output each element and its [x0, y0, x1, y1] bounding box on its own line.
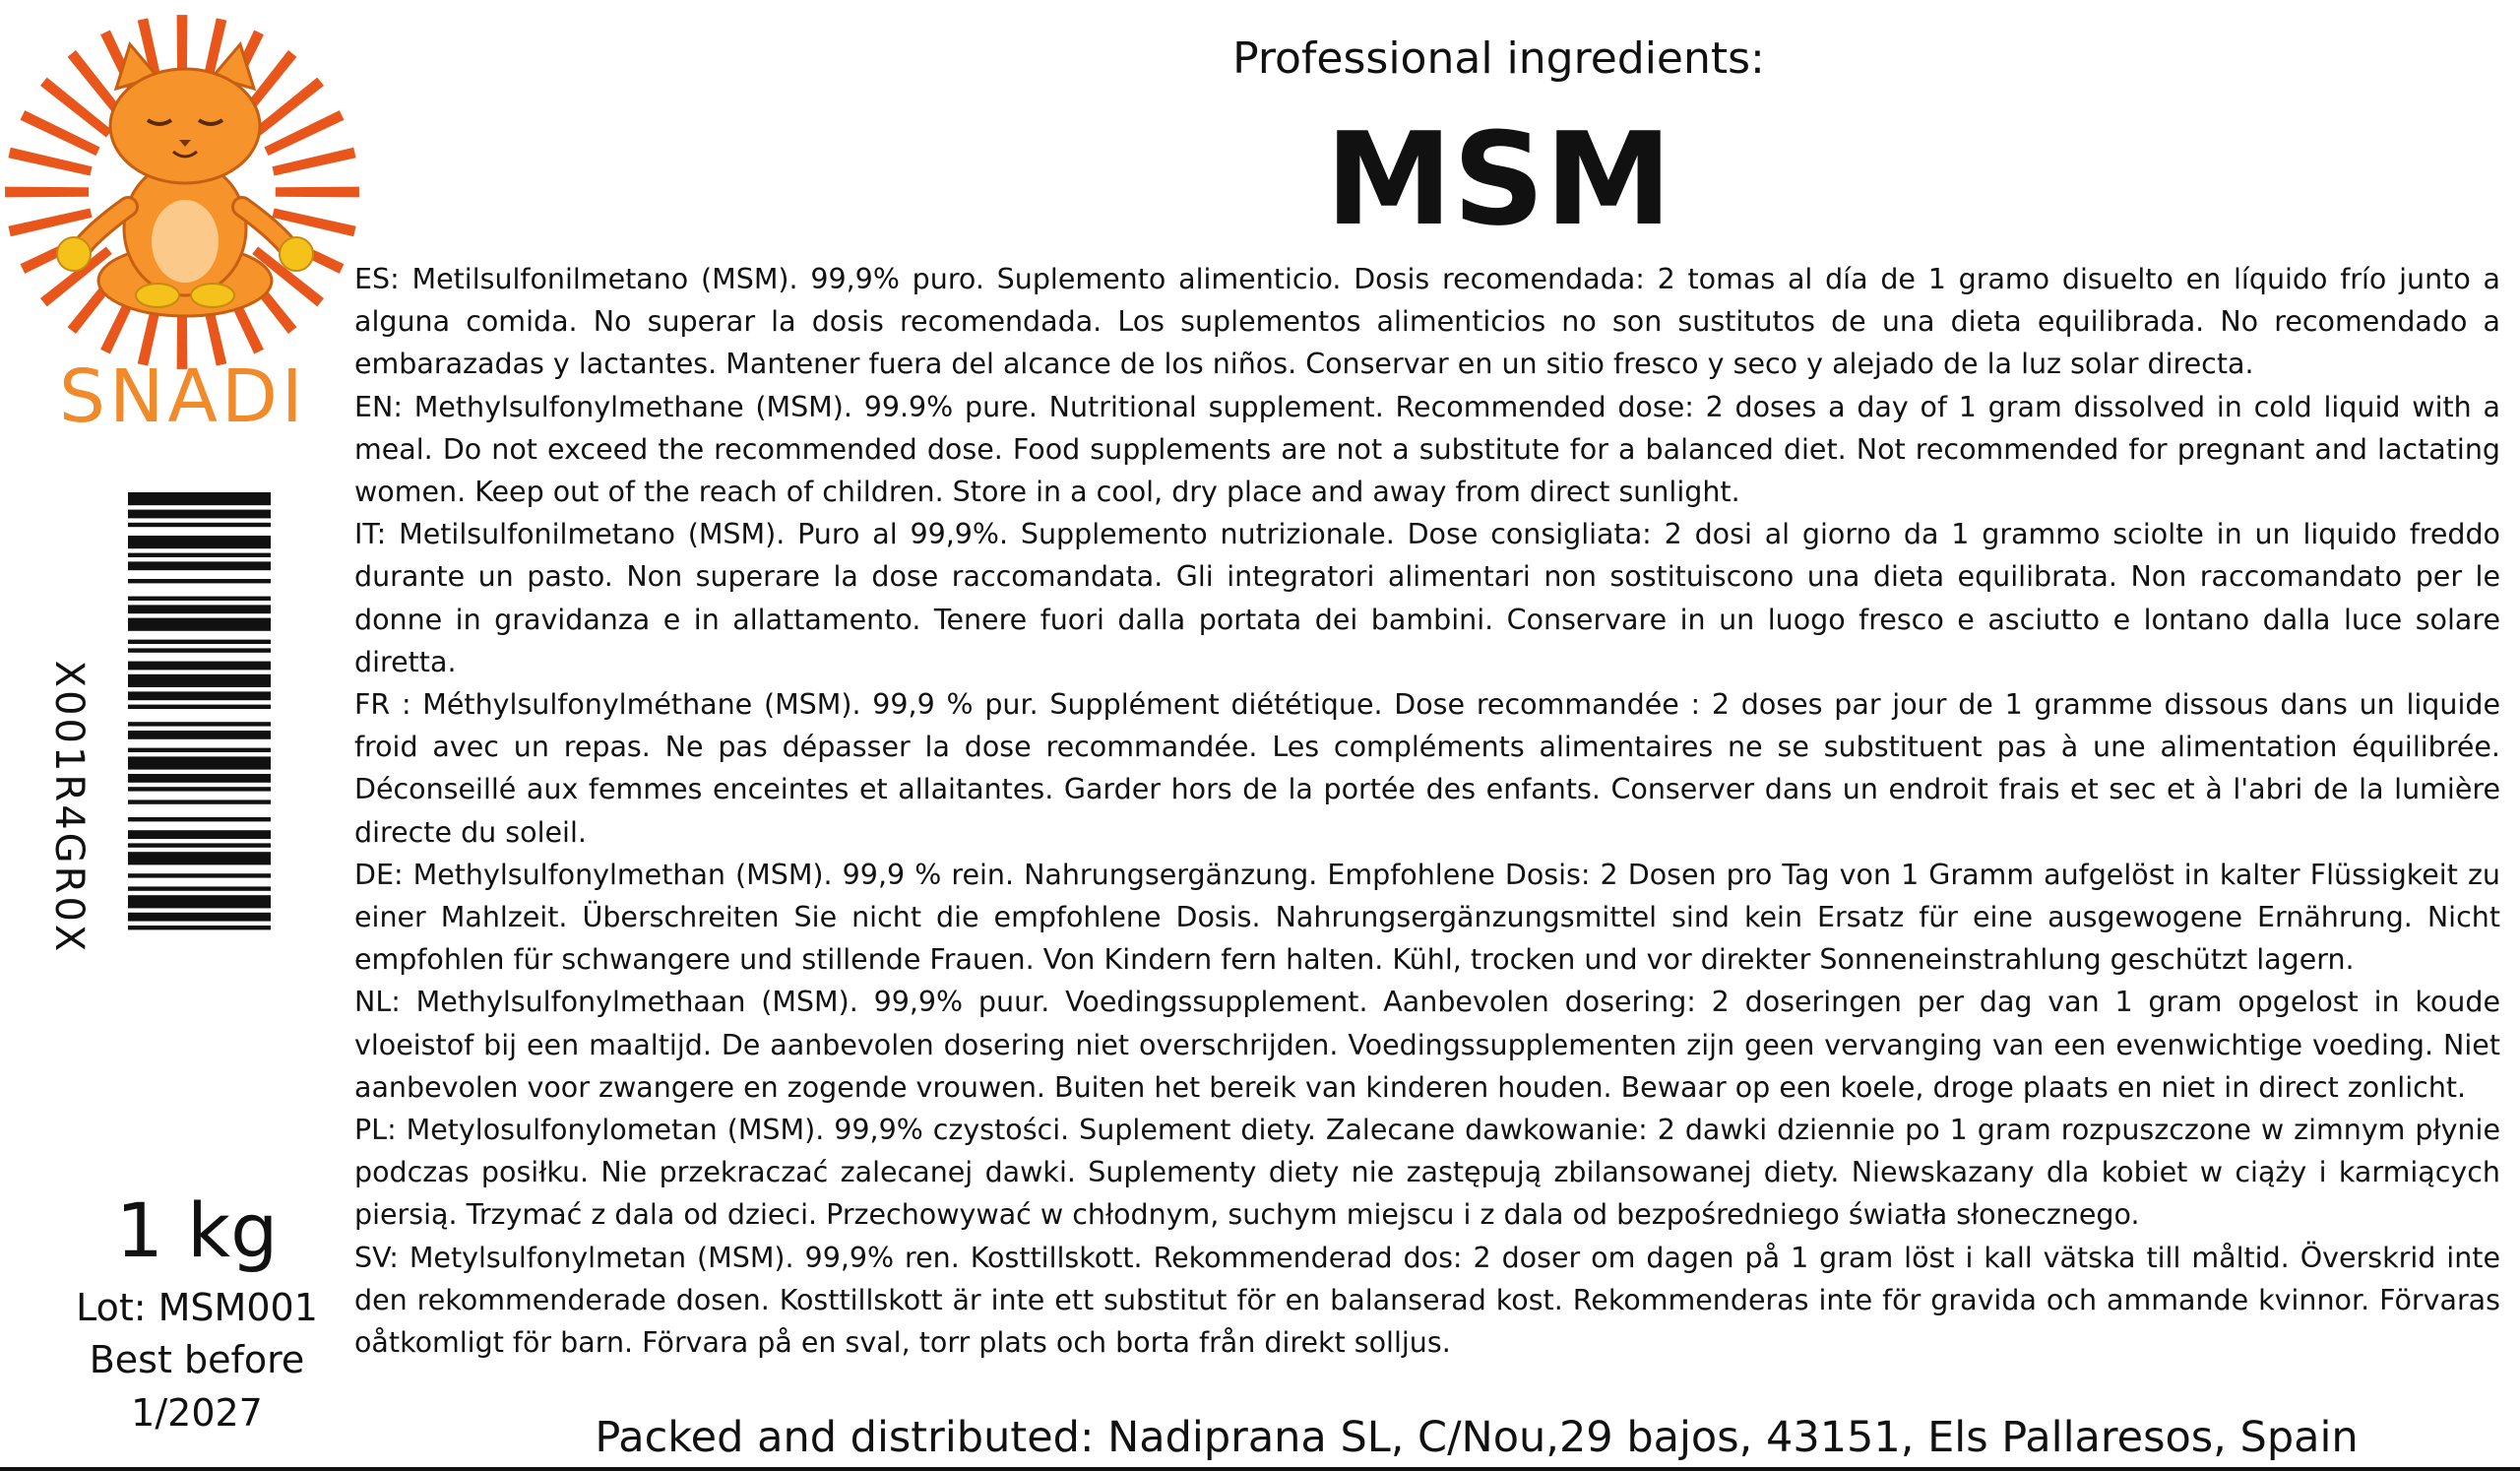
- barcode-bar: [128, 691, 271, 700]
- product-name: MSM: [1325, 104, 1672, 254]
- barcode-bar: [128, 561, 271, 570]
- best-before-date: 1/2027: [131, 1391, 263, 1435]
- barcode-bar: [128, 895, 271, 908]
- barcode-bar: [128, 605, 271, 613]
- description-block: [354, 258, 2500, 1364]
- barcode-bar: [128, 830, 271, 839]
- barcode-bar: [128, 618, 271, 631]
- lot-number: Lot: MSM001: [76, 1286, 318, 1329]
- barcode-bar: [128, 913, 271, 922]
- barcode-bar: [128, 662, 271, 671]
- description-en: EN: Methylsulfonylmethane (MSM). 99.9% pure. Nutritional supplement. Recommended dose: 2 doses a day of 1 gram dissolved in cold liquid with a meal. Do not exceed the recommended dose. Food supplements are not a substitute for a balanced diet. Not recommended for pregnant and lactating women. Keep out of the reach of children. Store in a cool, dry place and away from direct sunlight.: [354, 390, 2500, 509]
- description-es: ES: Metilsulfonilmetano (MSM). 99,9% puro. Suplemento alimenticio. Dosis recomendada: 2 tomas al día de 1 gramo disuelto en líquido frío junto a alguna comida. No superar la dosis recomendada. Los suplementos alimenticios no son sustitutos de una dieta equilibrada. No recomendado a embarazadas y lactantes. Mantener fuera del alcance de los niños. Conservar en un sitio fresco y seco y alejado de la luz solar directa.: [354, 263, 2500, 381]
- barcode-bar: [128, 817, 271, 821]
- description-de: DE: Methylsulfonylmethan (MSM). 99,9 % rein. Nahrungsergänzung. Empfohlene Dosis: 2 Dosen pro Tag von 1 Gramm aufgelöst in kalter Flüssigkeit zu einer Mahlzeit. Überschreiten Sie nicht die empfohlene Dosis. Nahrungsergänzungsmittel sind kein Ersatz für eine ausgewogene Ernährung. Nicht empfohlen für schwangere und stillende Frauen. Von Kindern fern halten. Kühl, trocken und vor direkter Sonneneinstrahlung geschützt lagern.: [354, 858, 2500, 977]
- barcode-bar: [128, 731, 271, 739]
- barcode-bar: [128, 756, 271, 769]
- barcode-bar: [128, 674, 271, 687]
- description-fr: FR : Méthylsulfonylméthane (MSM). 99,9 % pur. Supplément diététique. Dose recommandée : 2 doses par jour de 1 gramme dissous dans un liquide froid avec un repas. Ne pas dépasser la dose recommandée. Les compléments alimentaires ne se substituent pas à une alimentation équilibrée. Déconseillé aux femmes enceintes et allaitantes. Garder hors de la portée des enfants. Conserver dans un endroit frais et sec et à l'abri de la lumière directe du soleil.: [354, 688, 2500, 849]
- barcode-bar: [128, 597, 271, 601]
- barcode-bar: [128, 843, 271, 847]
- barcode-bar: [128, 705, 271, 709]
- barcode-bar: [128, 553, 271, 557]
- barcode-bars: [128, 492, 271, 929]
- description-nl: NL: Methylsulfonylmethaan (MSM). 99,9% puur. Voedingssupplement. Aanbevolen dosering: 2 doseringen per dag van 1 gram opgelost in koude vloeistof bij een maaltijd. De aanbevolen dosering niet overschrijden. Voedingssupplementen zijn geen vervanging van een evenwichtige voeding. Niet aanbevolen voor zwangere en zogende vrouwen. Buiten het bereik van kinderen houden. Bewaar op een koele, droge plaats en niet in direct zonlicht.: [354, 986, 2500, 1104]
- sun-ray: [5, 187, 89, 198]
- barcode-bar: [128, 536, 271, 548]
- description-pl: PL: Metylosulfonylometan (MSM). 99,9% czystości. Suplement diety. Zalecane dawkowanie: 2 dawki dziennie po 1 gram rozpuszczone w zimnym płynie podczas posiłku. Nie przekraczać zalecanej dawki. Suplementy diety nie zastępują zbilansowanej diety. Niewskazany dla kobiet w ciąży i karmiących piersią. Trzymać z dala od dzieci. Przechowywać w chłodnym, suchym miejscu i z dala od bezpośredniego światła słonecznego.: [354, 1114, 2500, 1232]
- barcode-bar: [128, 787, 271, 791]
- sun-ray: [8, 148, 92, 176]
- barcode-bar: [128, 579, 271, 583]
- barcode-bar: [128, 492, 271, 505]
- barcode-bar: [128, 640, 271, 644]
- sun-ray: [276, 187, 359, 198]
- page-heading: Professional ingredients:: [1232, 33, 1765, 84]
- barcode-bar: [128, 774, 271, 783]
- distributor-footer: Packed and distributed: Nadiprana SL, C/Nou,29 bajos, 43151, Els Pallaresos, Spain: [595, 1413, 2359, 1462]
- barcode-bar: [128, 523, 271, 527]
- barcode-bar: [128, 722, 271, 726]
- barcode-bar: [128, 926, 271, 929]
- bottom-divider: [0, 1467, 2520, 1471]
- net-weight: 1 kg: [115, 1186, 279, 1274]
- barcode-bar: [128, 510, 271, 519]
- barcode-bar: [128, 648, 271, 652]
- description-it: IT: Metilsulfonilmetano (MSM). Puro al 99,9%. Supplemento nutrizionale. Dose consigliata: 2 dosi al giorno da 1 grammo sciolte in un liquido freddo durante un pasto. Non superare la dose raccomandata. Gli integratori alimentari non sostituiscono una dieta equilibrata. Non raccomandato per le donne in gravidanza e in allattamento. Tenere fuori dalla portata dei bambini. Conservare in un luogo fresco e asciutto e lontano dalla luce solare diretta.: [354, 518, 2500, 678]
- barcode-bar: [128, 886, 271, 890]
- barcode: [98, 492, 295, 1122]
- barcode-bar: [128, 799, 271, 803]
- sun-ray: [272, 148, 355, 176]
- brand-name: SNADI: [59, 354, 307, 439]
- barcode-bar: [128, 873, 271, 877]
- barcode-bar: [128, 852, 271, 864]
- barcode-number: X001R4GR0X: [46, 660, 92, 955]
- barcode-bar: [128, 748, 271, 752]
- sun-ray: [8, 208, 92, 236]
- description-sv: SV: Metylsulfonylmetan (MSM). 99,9% ren. Kosttillskott. Rekommenderad dos: 2 doser om dagen på 1 gram löst i kall vätska till måltid. Överskrid inte den rekommenderade dosen. Kosttillskott är inte ett substitut för en balanserad kost. Rekommenderas inte för gravida och ammande kvinnor. Förvaras oåtkomligt för barn. Förvara på en sval, torr plats och borta från direkt solljus.: [354, 1241, 2500, 1360]
- best-before-label: Best before: [89, 1338, 305, 1381]
